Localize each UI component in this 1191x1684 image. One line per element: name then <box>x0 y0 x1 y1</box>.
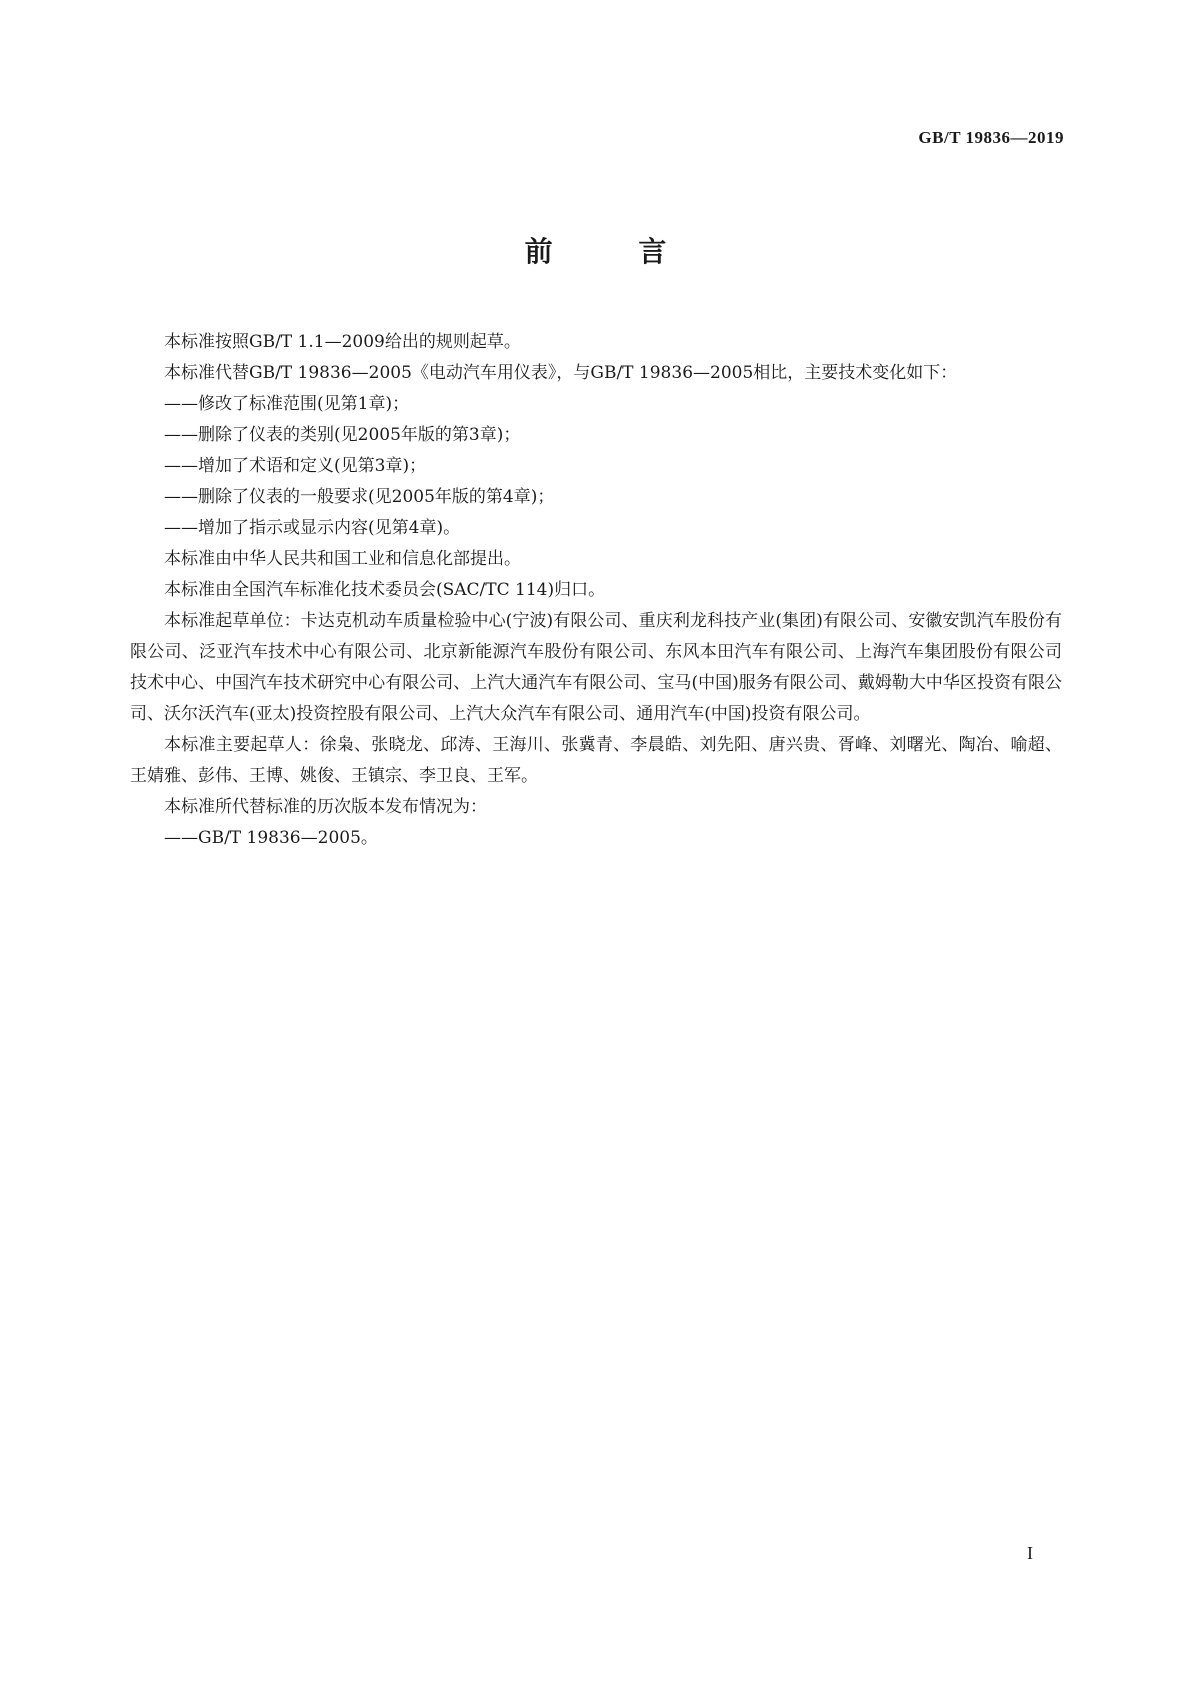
paragraph-proposer: 本标准由中华人民共和国工业和信息化部提出。 <box>164 549 521 569</box>
change-item: ——增加了指示或显示内容(见第4章)。 <box>164 518 461 538</box>
paragraph-drafters: 本标准主要起草人：徐枭、张晓龙、邱涛、王海川、张冀青、李晨皓、刘先阳、唐兴贵、胥峰、刘曙光、陶冶、喻超、王婧雅、彭伟、王博、姚俊、王镇宗、李卫良、王军。 <box>130 735 1062 786</box>
change-item: ——删除了仪表的类别(见2005年版的第3章)； <box>164 425 521 445</box>
paragraph-replacement: 本标准代替GB/T 19836—2005《电动汽车用仪表》，与GB/T 19836—2005相比，主要技术变化如下： <box>164 363 958 383</box>
change-item: ——增加了术语和定义(见第3章)； <box>164 456 427 476</box>
paragraph-committee: 本标准由全国汽车标准化技术委员会(SAC/TC 114)归口。 <box>164 580 606 600</box>
change-item: ——修改了标准范围(见第1章)； <box>164 394 410 414</box>
paragraph-drafting-units: 本标准起草单位：卡达克机动车质量检验中心(宁波)有限公司、重庆利龙科技产业(集团)有限公司、安徽安凯汽车股份有限公司、泛亚汽车技术中心有限公司、北京新能源汽车股份有限公司、东风本田汽车有限公司、上海汽车集团股份有限公司技术中心、中国汽车技术研究中心有限公司、上汽大通汽车有限公司、宝马(中国)服务有限公司、戴姆勒大中华区投资有限公司、沃尔沃汽车(亚太)投资控股有限公司、上汽大众汽车有限公司、通用汽车(中国)投资有限公司。 <box>130 611 1062 724</box>
history-item: ——GB/T 19836—2005。 <box>164 828 378 848</box>
standard-code: GB/T 19836—2019 <box>918 128 1064 147</box>
page-number: I <box>1027 1543 1033 1563</box>
foreword-body <box>130 327 1062 854</box>
paragraph-drafting-rules: 本标准按照GB/T 1.1—2009给出的规则起草。 <box>164 332 521 352</box>
paragraph-history-intro: 本标准所代替标准的历次版本发布情况为： <box>164 797 487 817</box>
page-title: 前 言 <box>524 235 705 268</box>
change-item: ——删除了仪表的一般要求(见2005年版的第4章)； <box>164 487 555 507</box>
